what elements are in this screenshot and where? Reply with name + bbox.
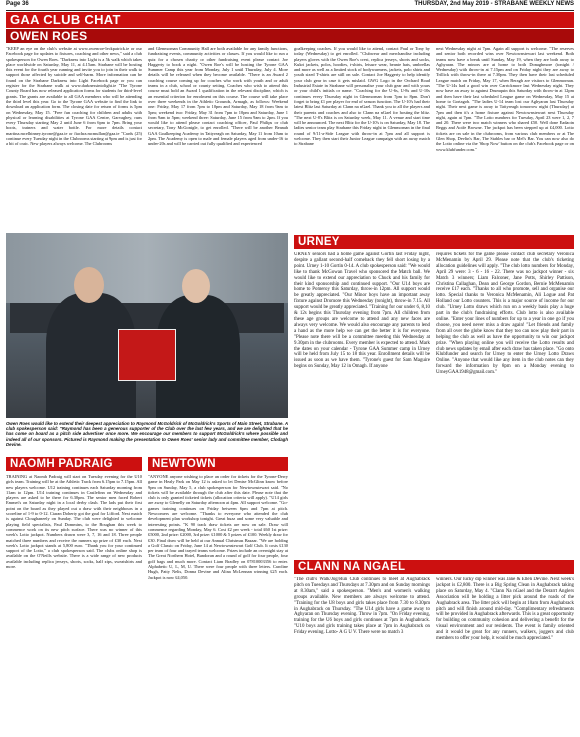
article-text: "The club's Walk/Jog/Run Club continues to meet at Aughabrack pitch on Tuesdays and Thursdays at 7.30pm and on Sunday mornings at 8.30am," said a spokesperson. "Men's and women's walking groups available. New members are always welcome to attend. "Training for the U8 boys and girls takes place from 7.30 to 8.30pm in Aughabrack on Thursday. "The U14 girls have a game away to Aghyaran on Thursday evening. Throw in 7pm. "On Friday evening, training for the U6 boys and girls continues at 7pm in Aughabrack. "U10 boys and girls training takes place at 7pm in Aughabrack on Friday evening. Lotto- A G U V. There were no match 3 xyxy=(294,577,430,636)
article-text: goalkeeping coaches. If you would like to attend, contact Paul or Tony by today (Wednesday) to get enrolled. "Clubwear and merchandise including players gloves with the Owen Roe's crest, replica jerseys, shorts and socks, Kukri jackets, polos, hoodies, t-shirts, leisure wear, beanie hats, umbrellas and more as well as a limited stock of bodywarmers, jackets, polo shirts and youth sized T-shirts are still on sale. Contact Joe Haggerty to help identify your club gear in case it gets mislaid. GWG Logo in the Orchard Road Industrial Estate in Strabane will personalise your club gear and with yours or your child's initials or name. "Coaching for the U-6s, U-8s and U-10s continues every Thursday night in Glenmornan from 7pm to 8pm. Don't forget to bring £1 per player for end of season function. The U-10's had their latest Blitz last Saturday at Clann na nGael. Thank you to all the players and their parents and coaches and also to Clann na nGael for hosting the blitz. "The next U-8's Blitz is on Saturday week, May 11. A venue and start time will be announced. The next Blitz for the U-10's is on Saturday, May 18. The ladies senior team play Strabane this Friday night in Glenmornan in the final round of 9/11-a-Side League with throw-in at 7pm and all support is welcome. They then start their Junior League campaign with an away match to Strabane xyxy=(294,46,430,147)
urney-heading: URNEY xyxy=(294,235,574,249)
owen-roes-column-2 xyxy=(148,46,288,232)
article-text: "ANYONE anyone wishing to place an order for tickets for the Tyrone-Derry game in Healy Park on May 12 is asked to let Denise McGlinn know before 9pm on Sunday, May 5, a club spokesperson for Newtownstewart said. "No tickets will be available through the club after this date. Please note that the club is only granted ticketed tickets (allocation criteria will apply). "U14 girls are away to Glenelly on Saturday afternoon at 4pm. All support welcome. "Go-games training continues on Friday between 6pm and 7pm at pitch. Newcomers are welcome. "Thanks to everyone who attended the club development plan workshop tonight. Great buzz and some very valuable and interesting points. "K 90 track draw tickets are now on sale. Draw will commence regarding Monday, May 6. Cost £2 per week - total £60 1st prize: £5000, 2nd prize: £2000, 3rd prize: £1000 & 5 prizes of £100. Weekly draw for £30. Final draw will be held at our Annual Christmas Bazaar. "We are holding a Golf Classic on Friday, June 14 at Newtownstewart Golf Club. It costs £130 per team of four and trayed teams welcome. Prizes include an overnight stay at The Great Northern Hotel, Bundoran and a round of golf for four people, four golf bags and much more. Contact Liam Bradley on 07810003356 to enter. Alphabetic U, L, M, U. There were four people with three letters. Caroline Hugh, Patty Nelis, Donna Devine and Alina McLennan winning £25 each. Jackpot is now £4,050. xyxy=(148,474,288,580)
owen-roes-column-4 xyxy=(436,46,574,232)
article-text: TRAINING at Naomh Padraig will start on Tuesday evening for the U10 girls team. Training will be at the Athletic Track from 6.15pm to 7.15pm. All new players welcome. U12 training continues each Saturday morning from 11am to 12pm. U14 training continues in Castlefinn on Wednesday and players are asked to be there for 6.30pm. The senior men faced Robert Emmet's on Saturday night in a local derby clash. The lads put their first point on the board as they played out a draw with their neighbours in a scoreline of 1-9 to 0-12. Ciaran Doherty got the goal for Lifford. Next match is against Cloughaneely on Sunday. The club were delighted to welcome playing field specialists, Paul Dommins, to the Boughan this week to commence work on its new pitch surface. There was no winner of this week's Lotto jackpot. Numbers drawn were 3, 7, 16 and 18. Three people matched three numbers and receive the runners up prize of £30 each. Next week's Lotto jackpot stands at 5,800 euro. "Thank you for your continued support of the Lotto," a club spokesperson said. The clubs online shop is available on the O'Neills website. There is a wide range of new products available including replica jerseys, shorts, socks, half zips, sweatshirts and more. xyxy=(6,474,142,570)
clann-na-ngael-heading: CLANN NA NGAEL xyxy=(294,560,574,574)
date-line: THURSDAY, 2nd May 2019 - STRABANE WEEKLY NEWS xyxy=(414,1,574,7)
naomh-padraig-heading: NAOMH PADRAIG xyxy=(6,457,142,471)
photo-caption: Owen Roes would like to extend their deepest appreciation to Raymond McGoldrick of McGoldrick's Sports of Main Street, Strabane. A club spokesperson said: "Raymond has been a generous supporter of the Club over the last few years, and we are delighted that he has come on board as a pitch side advertiser once more. We encourage our members to support McGoldrick's where possible and indeed all of our sponsors. Pictured is Raymond making the presentation to Owen Roes' senior lady and committee member, Clodagh Devine. xyxy=(6,421,288,447)
owen-roes-column-3 xyxy=(294,46,430,232)
urney-column-2 xyxy=(436,252,574,457)
newtown-column xyxy=(148,474,288,734)
urney-column-1 xyxy=(294,252,430,457)
club-chat-banner: GAA CLUB CHAT xyxy=(6,12,574,28)
article-text: URNEY seniors had a home game against Gortin last Friday night, despite a gallant second-half comeback they fell short losing by a point. Urney 1-10 Gortin 0-14. A club spokesperson said: "We would like to thank McGowan Travel who sponsored the Match ball. We would like to extend our appreciation to Chuck and his family for their kind sponsorship and continued support. "Our U14 boys are home to Pomeroy this Saturday, throw-in 12pm. All support would be greatly appreciated. "Our Minor boys have an important away fixture against Dromore this Wednesday (tonight), throw-in 7.15. All support would be greatly appreciated. "Training for our under 6, 8,10 & 12s begins this Thursday evening from 7pm. All children from these age groups are welcome to attend and any new faces are always very welcome. We would also encourage any parents to lend a hand as the more help we can get the better it is for everyone. "Please note there will be a committee meeting this Wednesday at 9.30pm in the clubrooms. Every member is expected to attend. Mark the dates on your calendar - Tyrone GAA Summer camp in Urney will be held from July 15 to 18 this year. Enrollment details will be issued as soon as we have them. "Tyrone's guest for Sam Maguire begins on Sunday, May 12 in Omagh. If anyone xyxy=(294,252,430,370)
article-text: next Wednesday night at 7pm. Again all support is welcome. "The reserves and senior both recorded wins over Newtownstewart last weekend. Both teams now have a break until Sunday, May 19, when they are both away to Aghyaran. The minors are at home to both Donaghmore (tonight / Wednesday) with throw-in at 7.15pm and on Friday night they are away to Trillick with throw-in there at 7.30pm. They then have their last scheduled League match on Friday, May 17, when Beragh are visitors to Glenmornan. "The U-14s had a good win over Carrickmore last Wednesday night. They now have an away to against Drumquin this Saturday with throw-in at 12pm and then have their last scheduled League game on Wednesday, May 15 at home to Gortagob. "The ladies U-14 team lost our Aghyaran last Thursday night. Their next game is away to Tattyreagh tomorrow night (Thursday) at 7pm and then it's a home fixture against Newtownstewart next Thursday night, again at 7pm. "The Lotto numbers for Tuesday, April 23 were 1, 2, 7 and 20. There were two match winners who shared £50. Well done Eadaoin Beggs and Aoife Browne. The jackpot has been stepped up at £4,000. Lotto tickets are on sale in the clubrooms, from various club members or at The Glen Shop, Devlin's Bar, The Stables bar or Mel's Bar. You can now also do the Lotto online via the 'Shop Now' button on the club's Facebook page or on www.klubfunder.com." xyxy=(436,46,574,152)
clann-na-ngael-column-1 xyxy=(294,577,430,734)
naomh-padraig-column xyxy=(6,474,142,734)
page-header xyxy=(6,2,574,11)
article-text: "KEEP an eye on the club's website at www.owenroe-leckpatrick.ie or our Facebook page for updates to fixtures, coaching and other news," said a club spokesperson for Owen Roes. "Darkness into Light is a 5k walk which takes place worldwide on Saturday, May 11, at 4.15am. Strabane will be hosting this event for the fourth year running and invite you to join in their walk to support those affected by suicide and self-harm. More information can be found on the Strabane Darkness into Light Facebook page or you can register for the Strabane walk at www.darknessintolight.ie "The Tyrone County Board has now released application forms for students for third-level grants. The grants are available to all GAA members who will be attending the third level this year. Go to the Tyrone GAA website to find the link to download an application form. The closing date for return of forms is 5pm on Wednesday, May 15. "Free fun coaching for children and adults with physical or learning disabilities at Tyrone GAA Centre, Garvaghey, runs every Thursday starting May 2 until June 6 from 6pm to 7pm. Bring your boots, trainers and water bottle. For more details contact martina.mcelhinney.tyrone@gaa.ie or fiachra.mcmullan@gaa.ie "Cards (25) continue every Tuesday night in the Clubrooms starting at 9pm and is just for a bit of craic. New players always welcome. The Clubrooms xyxy=(6,46,142,147)
newtown-heading: NEWTOWN xyxy=(148,457,288,471)
page-number: Page 36 xyxy=(6,1,29,7)
article-text: and Glenmornan Community Hall are both available for any family functions, fundraising events, community activities or classes. If you would like to run a quiz for a chosen charity or other fundraising event please contact Joe Haggerty to book a night. "Owen Roe's will be hosting the Tyrone GAA Summer Camp this year from Monday, July 1 until Thursday, July 4. More details will be released when they become available. "There is an Award 2 coaching course coming up for coaches who work with youth and or adult teams in a club, school or county setting. Coaches who wish to attend this course must hold an Award 1 qualification in the relevant discipline, which is an essential criterion for enrolment on this course. The course will take place over three weekends in the Athletic Grounds, Armagh, as follows: Weekend one: Friday, May 17 from 7pm to 10pm and Saturday, May 18 from 9am to 5pm; weekend two: Friday, May 31 from 7pm to 10pm and Saturday, June 1 from 9am to 5pm; weekend three: Saturday, June 15 from 9am to 2pm. If you would like to attend please contact coaching officer, Paul Philips or club secretary, Tony McGonigle, to get enrolled. "There will be another Beanah GAA Goalkeeping Academy in Tattyreagh on Saturday, May 11 from 10am to 2pm. The Academy is open to male and female players aged from under-16 to under-20s and will be carried out fully qualified and experienced xyxy=(148,46,288,147)
owen-roes-heading: OWEN ROES xyxy=(6,29,574,43)
presentation-photo xyxy=(6,233,288,418)
article-text: winners. Our lucky dip winner was Jane & Ellen Devine. Next week's jackpot is £2,800. There is a Big Spring Clean in Aughabrack taking place on Saturday, May 4. "Clann Na nGael and the Derarrt Anglers Association will be holding a litter pick around the roads of the Aughabrack area. The litter pick will begin at 10am from Aughabrack pitch and will finish around mid-day. "Complimentary refreshments will be provided in Aughabrack afterwards. This is a great opportunity for building on community cohesion and delivering a benefit for the visual environment and our residents. The event is family oriented and it would be great for any runners, walkers, joggers and club members to offer your help, it would be much appreciated." xyxy=(436,577,574,642)
article-text: requires tickets for the game please contact club secretary Veronica McMenamin by April 29. Please note that the club's ticketing allocation guidelines will apply. "The club lotto numbers for Monday, April 29 were: 3 - 6 - 16 - 22. There was no jackpot winner - six Match 3 winners; Liam Falconer, Jane Potts, Shirley Pattison, Christina Callaghan, Dean and George Gordon, Bernie McMenamin receive £17 each. "Thanks to all who promote, sell and organise our lotto. Special thanks to Veronica McMenamin, Ali Logue and Pat Holland our Lotto counters. This is a major source of income for our club. "Urney Lotto draws which run on a weekly basis play a huge part in the club's fundraising efforts. Club lotto is also available online. "Enter your lines of numbers for up to a year in one go if you choose, you need never miss a draw again! "Let friends and family from all over the globe know that they too can now play their part in helping the club as well as have the opportunity to win our jackpot prize. "When playing online you will receive the Lotto results and club news updates by email after each draw has taken place. "Go onto Klubfunder and search for Urney to enter the Urney Lotto Draws Online. "Anyone that would like any item in the club notes can they forward the information by 8pm on a Monday evening to UrneyGAA1948@gmail.com." xyxy=(436,252,574,376)
owen-roes-column-1 xyxy=(6,46,142,232)
clann-na-ngael-column-2 xyxy=(436,577,574,734)
